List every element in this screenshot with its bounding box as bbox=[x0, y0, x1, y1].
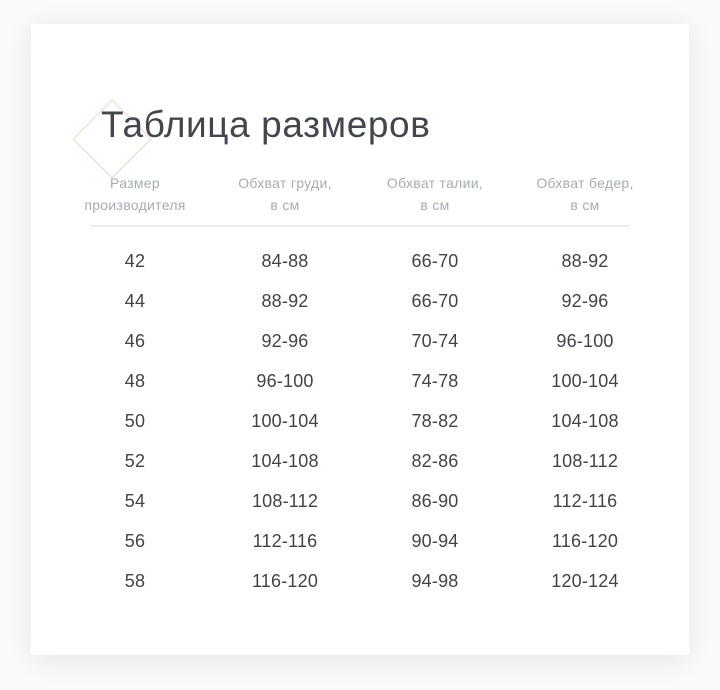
header-cell bbox=[60, 172, 210, 216]
table-row bbox=[60, 521, 660, 561]
size-table bbox=[60, 172, 660, 601]
table-cell: 100-104 bbox=[551, 370, 619, 391]
table-cell: 44 bbox=[124, 290, 146, 311]
header-cell bbox=[360, 172, 510, 216]
table-cell: 58 bbox=[124, 570, 146, 591]
table-cell: 112-116 bbox=[252, 530, 318, 551]
header-cell-line2: производителя bbox=[84, 197, 186, 213]
size-table-card bbox=[31, 24, 689, 655]
header-cell-line2: в см bbox=[570, 197, 600, 213]
table-cell: 84-88 bbox=[261, 250, 309, 271]
table-cell: 112-116 bbox=[552, 490, 618, 511]
table-cell: 86-90 bbox=[411, 490, 459, 511]
table-row bbox=[60, 441, 660, 481]
table-row bbox=[60, 401, 660, 441]
header-cell-line1: Обхват талии, bbox=[386, 175, 484, 191]
page-title: Таблица размеров bbox=[101, 104, 431, 145]
table-cell: 52 bbox=[124, 450, 146, 471]
header-cell bbox=[510, 172, 660, 216]
table-cell: 92-96 bbox=[561, 290, 609, 311]
table-row bbox=[60, 481, 660, 521]
table-cell: 116-120 bbox=[551, 530, 619, 551]
title-row bbox=[31, 82, 689, 152]
table-cell: 94-98 bbox=[411, 570, 459, 591]
table-cell: 104-108 bbox=[251, 450, 319, 471]
table-cell: 56 bbox=[124, 530, 146, 551]
header-cell-line1: Обхват груди, bbox=[238, 175, 332, 191]
table-cell: 116-120 bbox=[251, 570, 319, 591]
table-cell: 70-74 bbox=[411, 330, 459, 351]
table-cell: 46 bbox=[124, 330, 146, 351]
header-cell bbox=[210, 172, 360, 216]
table-cell: 96-100 bbox=[556, 330, 614, 351]
table-cell: 42 bbox=[124, 250, 146, 271]
table-cell: 74-78 bbox=[411, 370, 459, 391]
header-cell-line1: Обхват бедер, bbox=[536, 175, 634, 191]
table-cell: 88-92 bbox=[561, 250, 609, 271]
table-cell: 100-104 bbox=[251, 410, 319, 431]
table-row bbox=[60, 281, 660, 321]
table-row bbox=[60, 241, 660, 281]
table-cell: 92-96 bbox=[261, 330, 309, 351]
table-row bbox=[60, 361, 660, 401]
table-cell: 108-112 bbox=[251, 490, 319, 511]
table-cell: 96-100 bbox=[256, 370, 314, 391]
header-cell-line2: в см bbox=[420, 197, 450, 213]
header-cell-line2: в см bbox=[270, 197, 300, 213]
header-cell-line1: Размер bbox=[110, 175, 160, 191]
table-row bbox=[60, 321, 660, 361]
table-body bbox=[60, 227, 660, 601]
table-cell: 120-124 bbox=[551, 570, 619, 591]
table-cell: 48 bbox=[124, 370, 146, 391]
table-cell: 50 bbox=[124, 410, 146, 431]
table-cell: 108-112 bbox=[551, 450, 619, 471]
table-cell: 78-82 bbox=[411, 410, 459, 431]
table-row bbox=[60, 561, 660, 601]
table-header-row bbox=[60, 172, 660, 216]
table-cell: 90-94 bbox=[411, 530, 459, 551]
table-cell: 66-70 bbox=[411, 290, 459, 311]
table-cell: 104-108 bbox=[551, 410, 619, 431]
table-cell: 88-92 bbox=[261, 290, 309, 311]
table-cell: 82-86 bbox=[411, 450, 459, 471]
table-cell: 54 bbox=[124, 490, 146, 511]
table-cell: 66-70 bbox=[411, 250, 459, 271]
